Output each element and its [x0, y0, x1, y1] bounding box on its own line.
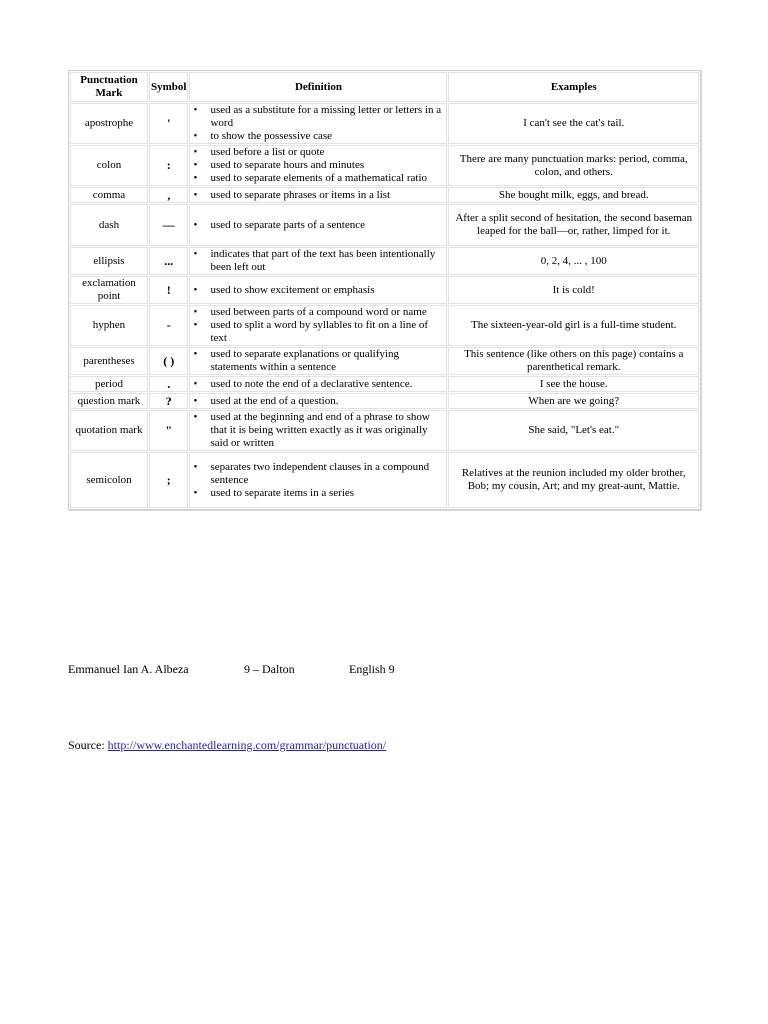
cell-definition: [189, 347, 447, 375]
definition-item: • used to separate parts of a sentence: [207, 219, 445, 232]
definition-list: [191, 395, 445, 408]
definition-item: • to show the possessive case: [207, 130, 445, 143]
source-label: Source:: [68, 738, 108, 752]
cell-symbol: !: [149, 276, 188, 304]
cell-definition: [189, 247, 447, 275]
table-row: [70, 145, 699, 186]
author-line: [68, 662, 708, 678]
cell-symbol: .: [149, 376, 188, 392]
cell-example: After a split second of hesitation, the second baseman leaped for the ball—or, rather, limped for it.: [448, 204, 699, 246]
definition-list: [191, 411, 445, 450]
definition-list: [191, 461, 445, 500]
table-row: [70, 376, 699, 392]
cell-punctuation-mark: parentheses: [70, 347, 148, 375]
cell-example: The sixteen-year-old girl is a full-time student.: [448, 305, 699, 346]
definition-item: • used to separate elements of a mathematical ratio: [207, 172, 445, 185]
definition-item: • used to separate hours and minutes: [207, 159, 445, 172]
cell-punctuation-mark: colon: [70, 145, 148, 186]
cell-definition: [189, 204, 447, 246]
cell-symbol: ,: [149, 187, 188, 203]
definition-item: • used to show excitement or emphasis: [207, 284, 445, 297]
definition-item: • used to separate items in a series: [207, 487, 445, 500]
definition-list: [191, 248, 445, 274]
cell-punctuation-mark: apostrophe: [70, 103, 148, 144]
table-row: [70, 204, 699, 246]
cell-punctuation-mark: dash: [70, 204, 148, 246]
table-row: [70, 305, 699, 346]
definition-item: • separates two independent clauses in a compound sentence: [207, 461, 445, 487]
source-line: [68, 738, 386, 753]
author-name: Emmanuel Ian A. Albeza: [68, 662, 189, 676]
definition-item: • used before a list or quote: [207, 146, 445, 159]
table-row: [70, 347, 699, 375]
table-row: [70, 410, 699, 451]
definition-list: [191, 104, 445, 143]
cell-punctuation-mark: quotation mark: [70, 410, 148, 451]
cell-punctuation-mark: exclamation point: [70, 276, 148, 304]
header-symbol: Symbol: [149, 72, 188, 102]
cell-symbol: ': [149, 103, 188, 144]
cell-symbol: ;: [149, 452, 188, 508]
header-definition: Definition: [189, 72, 447, 102]
source-link[interactable]: http://www.enchantedlearning.com/grammar/punctuation/: [107, 738, 387, 752]
table-row: [70, 452, 699, 508]
definition-item: • used at the beginning and end of a phrase to show that it is being written exactly as it was originally said or written: [207, 411, 445, 450]
definition-item: • used at the end of a question.: [207, 395, 445, 408]
cell-definition: [189, 410, 447, 451]
cell-symbol: ( ): [149, 347, 188, 375]
table-row: [70, 247, 699, 275]
class-section: 9 – Dalton: [244, 662, 295, 676]
cell-symbol: ...: [149, 247, 188, 275]
definition-list: [191, 146, 445, 185]
subject-name: English 9: [349, 662, 395, 676]
definition-item: • used as a substitute for a missing letter or letters in a word: [207, 104, 445, 130]
definition-item: • used to split a word by syllables to fit on a line of text: [207, 319, 445, 345]
cell-symbol: ": [149, 410, 188, 451]
header-punctuation-mark: Punctuation Mark: [70, 72, 148, 102]
cell-definition: [189, 452, 447, 508]
cell-definition: [189, 305, 447, 346]
cell-definition: [189, 187, 447, 203]
definition-item: • used to separate phrases or items in a list: [207, 189, 445, 202]
table-row: [70, 276, 699, 304]
cell-symbol: —: [149, 204, 188, 246]
cell-example: I see the house.: [448, 376, 699, 392]
cell-definition: [189, 145, 447, 186]
definition-item: • used to separate explanations or qualifying statements within a sentence: [207, 348, 445, 374]
definition-item: • used to note the end of a declarative sentence.: [207, 378, 445, 391]
table-header-row: [70, 72, 699, 102]
definition-item: • used between parts of a compound word or name: [207, 306, 445, 319]
cell-definition: [189, 393, 447, 409]
header-examples: Examples: [448, 72, 699, 102]
cell-punctuation-mark: semicolon: [70, 452, 148, 508]
cell-example: Relatives at the reunion included my older brother, Bob; my cousin, Art; and my great-aunt, Mattie.: [448, 452, 699, 508]
table-row: [70, 103, 699, 144]
definition-item: • indicates that part of the text has been intentionally been left out: [207, 248, 445, 274]
cell-example: She bought milk, eggs, and bread.: [448, 187, 699, 203]
cell-punctuation-mark: ellipsis: [70, 247, 148, 275]
table-row: [70, 393, 699, 409]
cell-symbol: ?: [149, 393, 188, 409]
cell-symbol: -: [149, 305, 188, 346]
definition-list: [191, 284, 445, 297]
cell-example: 0, 2, 4, ... , 100: [448, 247, 699, 275]
cell-example: There are many punctuation marks: period, comma, colon, and others.: [448, 145, 699, 186]
cell-example: I can't see the cat's tail.: [448, 103, 699, 144]
cell-punctuation-mark: hyphen: [70, 305, 148, 346]
cell-punctuation-mark: question mark: [70, 393, 148, 409]
cell-punctuation-mark: period: [70, 376, 148, 392]
table-body: [70, 103, 699, 508]
cell-example: She said, "Let's eat.": [448, 410, 699, 451]
cell-symbol: :: [149, 145, 188, 186]
definition-list: [191, 378, 445, 391]
cell-example: When are we going?: [448, 393, 699, 409]
cell-punctuation-mark: comma: [70, 187, 148, 203]
cell-example: This sentence (like others on this page) contains a parenthetical remark.: [448, 347, 699, 375]
table-row: [70, 187, 699, 203]
definition-list: [191, 189, 445, 202]
punctuation-table: [68, 70, 701, 510]
cell-definition: [189, 276, 447, 304]
cell-definition: [189, 103, 447, 144]
definition-list: [191, 306, 445, 345]
cell-example: It is cold!: [448, 276, 699, 304]
cell-definition: [189, 376, 447, 392]
definition-list: [191, 219, 445, 232]
definition-list: [191, 348, 445, 374]
